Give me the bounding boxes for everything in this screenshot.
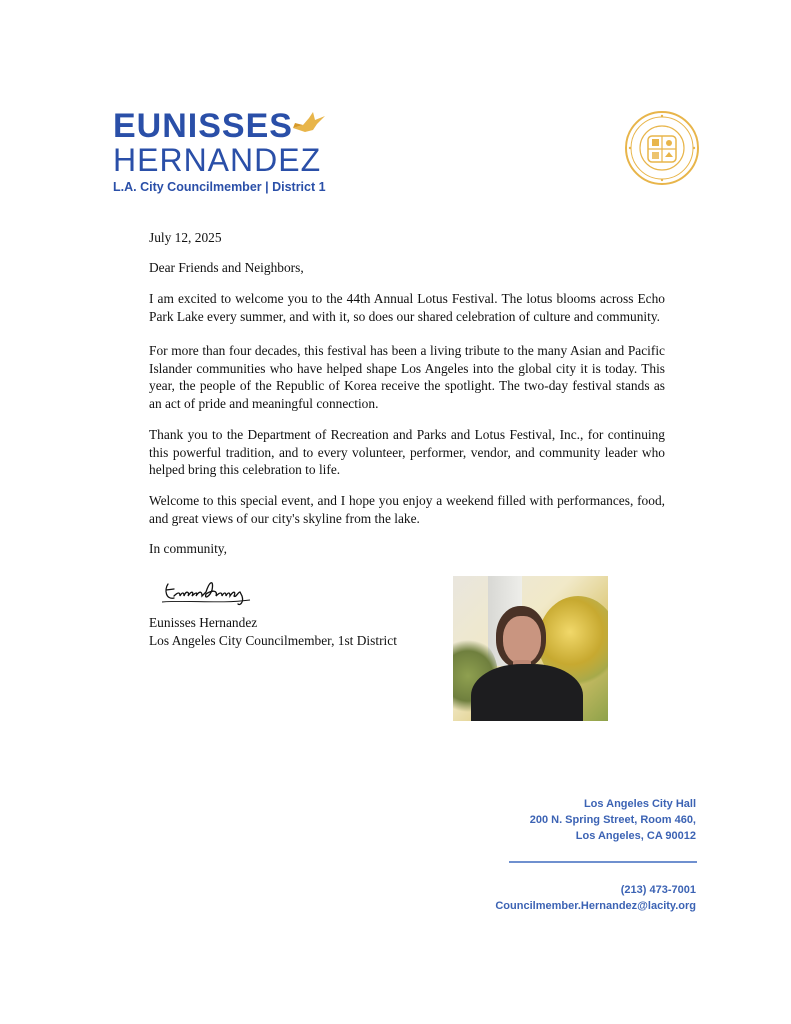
- closing: In community,: [149, 541, 227, 556]
- hummingbird-icon: [291, 110, 327, 140]
- letter-date: July 12, 2025: [149, 230, 222, 245]
- paragraph-1: [149, 290, 665, 325]
- logo-subtitle: L.A. City Councilmember | District 1: [113, 180, 326, 194]
- city-state-zip: Los Angeles, CA 90012: [575, 830, 696, 842]
- contact-info: [495, 882, 696, 914]
- logo-last-name: HERNANDEZ: [113, 142, 322, 178]
- councilmember-portrait: [453, 576, 608, 721]
- paragraph-text: Thank you to the Department of Recreation and Parks and Lotus Festival, Inc., for continuing this powerful tradition, and to every volunteer, performer, vendor, and community leader who helped bring this celebration to life.: [149, 427, 665, 477]
- paragraph-text: Welcome to this special event, and I hope you enjoy a weekend filled with performances, food, and great views of our city's skyline from the lake.: [149, 493, 665, 526]
- signer-block: [149, 614, 397, 650]
- signer-name: Eunisses Hernandez: [149, 615, 258, 630]
- city-seal-icon: [624, 110, 700, 186]
- office-address: [530, 796, 696, 844]
- paragraph-3: [149, 426, 665, 479]
- signer-title: Los Angeles City Councilmember, 1st District: [149, 633, 397, 648]
- council-logo: [113, 108, 353, 194]
- email-address: Councilmember.Hernandez@lacity.org: [495, 900, 696, 912]
- contact-divider: [509, 861, 697, 863]
- paragraph-2: [149, 342, 665, 412]
- paragraph-text: For more than four decades, this festival has been a living tribute to the many Asian and Pacific Islander communities who have helped shape Los Angeles into the global city it is today. This year, the people of the Republic of Korea receive the spotlight. The two-day festival stands as an act of pride and meaningful connection.: [149, 343, 665, 411]
- salutation: Dear Friends and Neighbors,: [149, 260, 304, 275]
- phone-number: (213) 473-7001: [620, 884, 696, 896]
- building-name: Los Angeles City Hall: [583, 798, 696, 810]
- paragraph-text: I am excited to welcome you to the 44th Annual Lotus Festival. The lotus blooms across Echo Park Lake every summer, and with it, so does our shared celebration of culture and community.: [149, 291, 665, 324]
- street-address: 200 N. Spring Street, Room 460,: [529, 814, 696, 826]
- logo-first-name: EUNISSES: [113, 107, 293, 145]
- handwritten-signature: [160, 570, 255, 610]
- paragraph-4: [149, 492, 665, 527]
